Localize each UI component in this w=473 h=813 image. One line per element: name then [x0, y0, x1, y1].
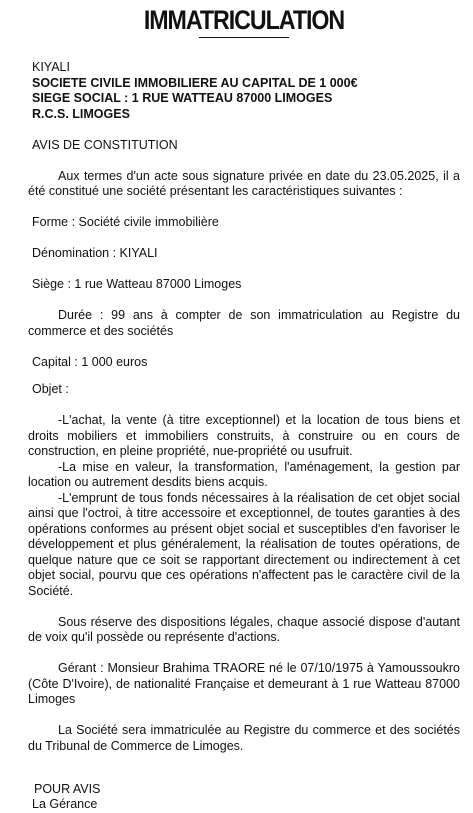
title-underline	[199, 37, 289, 38]
company-rcs: R.C.S. LIMOGES	[32, 106, 130, 121]
gerant-paragraph: Gérant : Monsieur Brahima TRAORE né le 07/10/1975 à Yamoussoukro (Côte D'Ivoire), de nationalité Française et demeurant à 1 rue Watteau 87000 Limoges	[28, 661, 460, 706]
immatriculation-paragraph: La Société sera immatriculée au Registre du commerce et des sociétés du Tribunal de Commerce de Limoges.	[28, 723, 460, 753]
signature-gerance: La Gérance	[32, 797, 98, 811]
duree-paragraph: Durée : 99 ans à compter de son immatriculation au Registre du commerce et des sociétés	[28, 308, 460, 338]
objet-item: -L'emprunt de tous fonds nécessaires à la réalisation de cet objet social ainsi que l'octroi, à titre accessoire et exceptionnel, de toutes garanties à des opérations conformes au présent objet social et susceptibles d'en favoriser le développement et plus généralement, la réalisation de toutes opérations, de quelque nature que ce soit se rapportant directement ou indirectement à cet objet social, pourvu que ces opérations n'affectent pas le caractère civil de la Société.	[28, 490, 460, 598]
company-header	[28, 60, 460, 122]
intro-paragraph: Aux termes d'un acte sous signature privée en date du 23.05.2025, il a été constitué une société présentant les caractéristiques suivantes :	[28, 168, 460, 198]
siege-line: Siège : 1 rue Watteau 87000 Limoges	[32, 277, 242, 291]
reserve-paragraph: Sous réserve des dispositions légales, chaque associé dispose d'autant de voix qu'il possède ou représente d'actions.	[28, 614, 460, 644]
forme-line: Forme : Société civile immobilière	[32, 215, 219, 229]
company-name: KIYALI	[32, 60, 70, 74]
company-legal-form: SOCIETE CIVILE IMMOBILIERE AU CAPITAL DE 1 000€	[32, 75, 358, 90]
capital-line: Capital : 1 000 euros	[32, 354, 148, 369]
objet-item: -L'achat, la vente (à titre exceptionnel) et la location de tous biens et droits mobiliers et immobiliers construits, à construire ou en cours de construction, en pleine propriété, nue-propriété ou usufruit.	[28, 413, 460, 458]
pour-avis-line: POUR AVIS	[34, 781, 101, 796]
objet-heading: Objet :	[32, 382, 69, 396]
page-title: IMMATRICULATION	[143, 5, 345, 35]
denomination-line: Dénomination : KIYALI	[32, 246, 158, 260]
notice-heading: AVIS DE CONSTITUTION	[32, 137, 178, 152]
company-registered-office: SIEGE SOCIAL : 1 RUE WATTEAU 87000 LIMOGES	[32, 91, 333, 105]
objet-item: -La mise en valeur, la transformation, l'aménagement, la gestion par location ou autrement desdits biens acquis.	[28, 459, 460, 489]
